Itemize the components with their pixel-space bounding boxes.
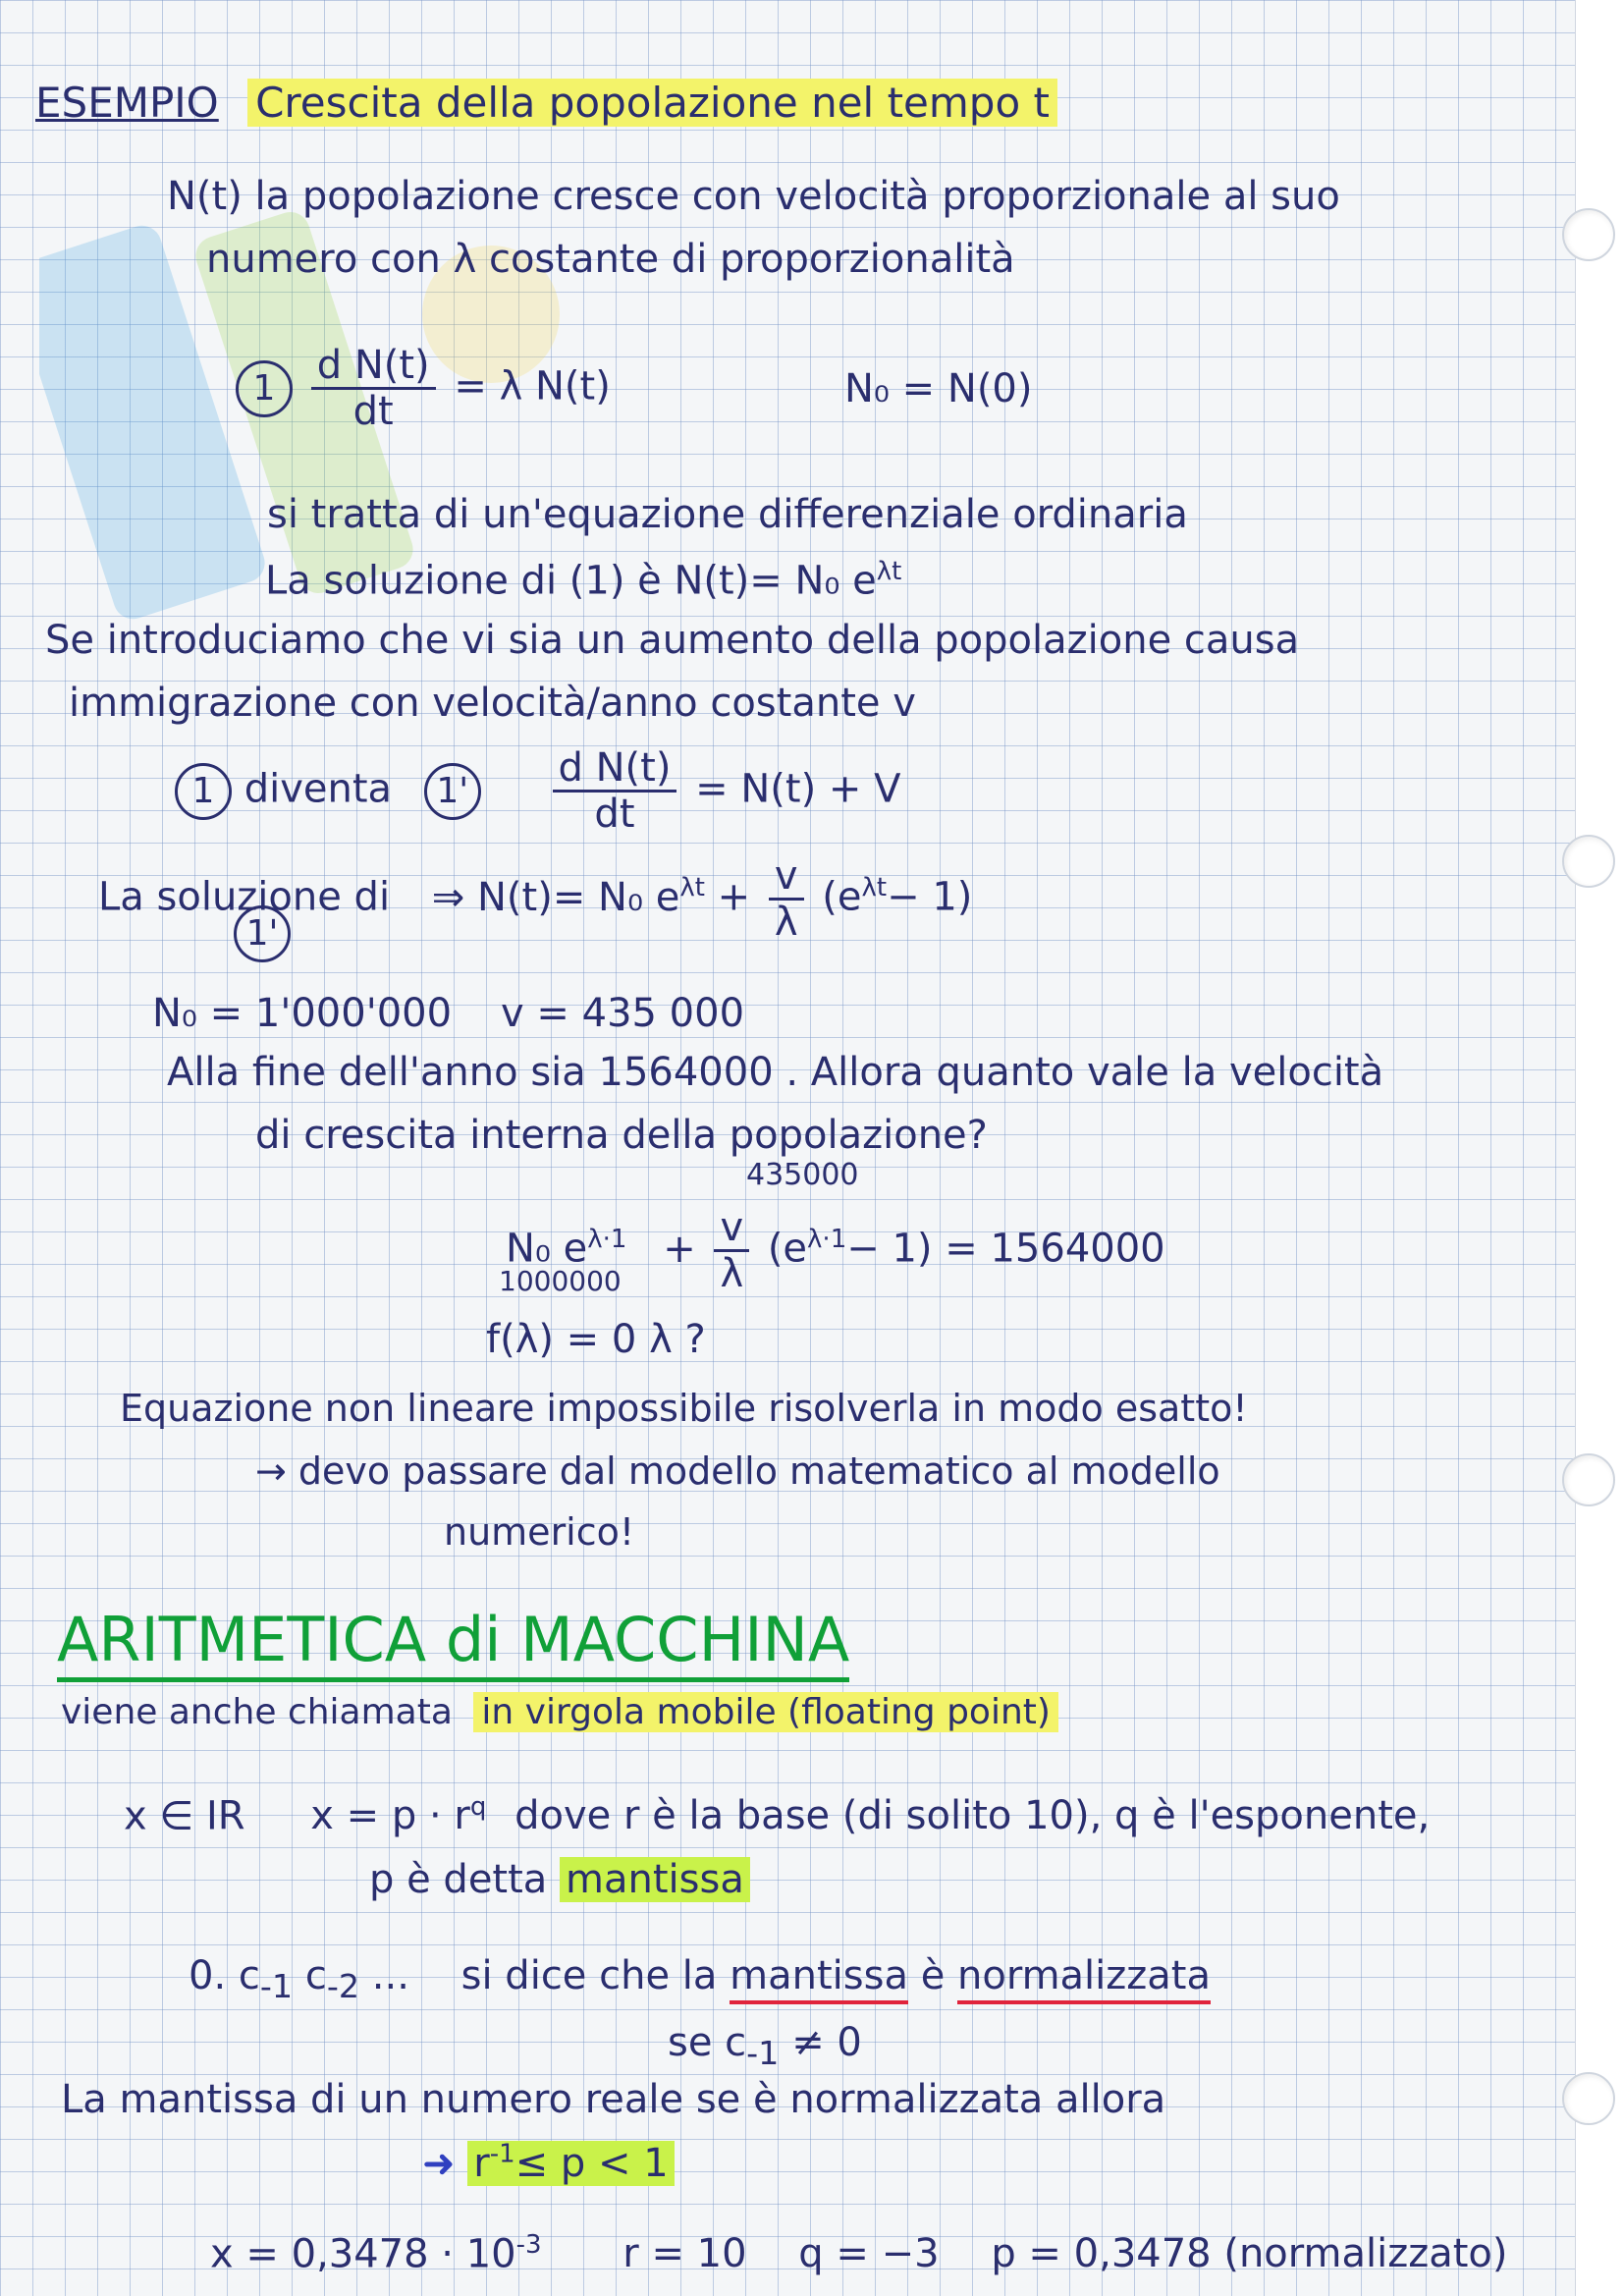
mantissa-definition <box>189 1954 1211 2005</box>
equation-number-prime: 1' <box>424 763 481 820</box>
equation-3-tail-exponent: λ·1 <box>807 1225 847 1255</box>
solution-1-exponent: λt <box>876 557 902 586</box>
x-equals-p-r: x = p · r <box>310 1793 470 1839</box>
machine-arithmetic-title: ARITMETICA di MACCHINA <box>57 1604 849 1682</box>
model-note-1: → devo passare dal modello matematico al modello <box>255 1449 1220 1493</box>
fraction-denominator: λ <box>774 900 798 945</box>
equation-rhs: = N(t) + V <box>695 766 901 812</box>
ellipsis: ... <box>359 1953 409 1998</box>
binder-hole <box>1562 835 1615 888</box>
v-over-lambda <box>714 1206 749 1295</box>
equation-rhs: = λ N(t) <box>454 363 611 410</box>
example-p: p = 0,3478 (normalizzato) <box>991 2231 1508 2277</box>
fraction-denominator: dt <box>594 792 635 837</box>
subscript: -2 <box>326 1967 360 2005</box>
bound-highlight <box>467 2141 674 2186</box>
exponent-q: q <box>469 1792 487 1822</box>
definition-line-1 <box>124 1793 1430 1837</box>
example-heading <box>35 81 1057 126</box>
is-text: è <box>920 1953 946 1998</box>
solution-1-text: La soluzione di (1) è N(t)= N₀ e <box>265 558 877 604</box>
solution-2-ref <box>234 905 291 962</box>
equation-number: 1 <box>236 360 293 417</box>
plus-sign: + <box>717 874 751 920</box>
model-note-2: numerico! <box>444 1510 635 1554</box>
fraction-denominator: dt <box>352 389 394 434</box>
fraction-numerator: v <box>714 1206 749 1252</box>
intro-line-2: numero con λ costante di proporzionalità <box>206 237 1015 282</box>
example-title: Crescita della popolazione nel tempo t <box>247 79 1057 127</box>
equation-number-prime: 1' <box>234 905 291 962</box>
mantissa-highlight: mantissa <box>560 1857 750 1902</box>
equation-3: N₀ $e^{\lambda\cdot 1}$ + $\frac{v}{\lambda}$ $(e^{\lambda\cdot 1}- 1) = 1564000$ <box>506 1205 1165 1296</box>
fraction-denominator: λ <box>720 1251 744 1296</box>
mantissa-condition <box>668 2021 862 2072</box>
subscript: -1 <box>746 2034 780 2072</box>
immigration-line-2: immigrazione con velocità/anno costante v <box>69 681 916 726</box>
condition-text: se c <box>668 2020 747 2065</box>
binder-hole <box>1562 1453 1615 1506</box>
mantissa-bound <box>422 2141 675 2185</box>
intro-line-1: N(t) la popolazione cresce con velocità proporzionale al suo <box>167 174 1340 219</box>
fraction-numerator: d N(t) <box>311 344 436 390</box>
equation-3-tail: (e <box>767 1226 808 1272</box>
example-r: r = 10 <box>622 2231 747 2277</box>
equation-3-tail-end: − 1) = 1564000 <box>846 1226 1165 1272</box>
solution-2-prefix: La soluzione di <box>98 874 391 920</box>
derivative-fraction <box>311 344 436 433</box>
example-q: q = −3 <box>798 2231 940 2277</box>
digit-c2: c <box>293 1953 327 1998</box>
example-label: ESEMPIO <box>35 79 219 127</box>
n0-value: N₀ = 1'000'000 <box>152 991 453 1036</box>
definition-rest: dove r è la base (di solito 10), q è l'esponente, <box>514 1793 1431 1839</box>
example-normalization <box>210 2231 1507 2275</box>
initial-condition: N₀ = N(0) <box>844 366 1033 411</box>
normalized-statement: La mantissa di un numero reale se è normalizzata allora <box>61 2077 1166 2122</box>
bound-exponent: -1 <box>489 2140 515 2169</box>
equation-number: 1 <box>175 763 232 820</box>
binder-hole <box>1562 208 1615 261</box>
also-called-line <box>61 1693 1058 1732</box>
solution-2-exponent: λt <box>679 873 705 903</box>
x-in-reals: x ∈ IR <box>124 1793 245 1839</box>
mantissa-text: si dice che la <box>460 1953 718 1998</box>
n0-underbrace-value: 1000000 <box>499 1265 622 1297</box>
bound-r: r <box>473 2141 490 2187</box>
solution-2-tail: (e <box>822 874 862 920</box>
becomes-text: diventa <box>243 766 393 812</box>
equation-3-exponent: λ·1 <box>587 1225 627 1255</box>
binder-hole <box>1562 2072 1615 2125</box>
bound-rest: ≤ p < 1 <box>514 2141 669 2187</box>
equation-1 <box>236 344 611 433</box>
solution-2-expression: ⇒ N(t)= N₀ e <box>431 874 680 920</box>
v-over-lambda <box>769 854 804 944</box>
floating-point-highlight: in virgola mobile (floating point) <box>473 1692 1058 1732</box>
annotation-435000: 435000 <box>746 1158 859 1192</box>
mantissa-form: 0. c <box>189 1953 260 1998</box>
also-called-text: viene anche chiamata <box>61 1692 453 1732</box>
ode-note: si tratta di un'equazione differenziale ordinaria <box>267 492 1188 537</box>
solution-2-tail-exponent: λt <box>861 873 888 903</box>
question-line-1: Alla fine dell'anno sia 1564000 . Allora quanto vale la velocità <box>167 1050 1384 1095</box>
fraction-numerator: v <box>769 854 804 901</box>
solution-2 <box>98 854 972 944</box>
definition-line-2 <box>369 1858 750 1901</box>
page-margin <box>1575 0 1623 2296</box>
mantissa-underlined: mantissa <box>730 1953 908 2004</box>
p-is-called: p è detta <box>369 1857 548 1902</box>
solution-2-tail-end: − 1) <box>887 874 973 920</box>
fraction-numerator: d N(t) <box>553 746 677 793</box>
section-title <box>57 1604 850 1675</box>
example-x: x = 0,3478 · 10 <box>210 2231 516 2277</box>
equation-3-n0: N₀ e <box>506 1226 588 1272</box>
f-lambda-equation: f(λ) = 0 λ ? <box>486 1317 706 1362</box>
example-exponent: -3 <box>515 2230 542 2260</box>
arrow-icon: ➜ <box>422 2141 456 2187</box>
subscript: -1 <box>259 1967 294 2005</box>
derivative-fraction <box>553 746 677 836</box>
immigration-line-1: Se introduciamo che vi sia un aumento della popolazione causa <box>45 618 1300 663</box>
condition-end: ≠ 0 <box>779 2020 862 2065</box>
solution-1 <box>265 558 901 602</box>
equation-2 <box>175 746 901 836</box>
question-line-2: di crescita interna della popolazione? <box>255 1113 988 1158</box>
nonlinear-note: Equazione non lineare impossibile risolverla in modo esatto! <box>120 1387 1248 1430</box>
v-value: v = 435 000 <box>501 991 745 1036</box>
normalized-underlined: normalizzata <box>957 1953 1211 2004</box>
